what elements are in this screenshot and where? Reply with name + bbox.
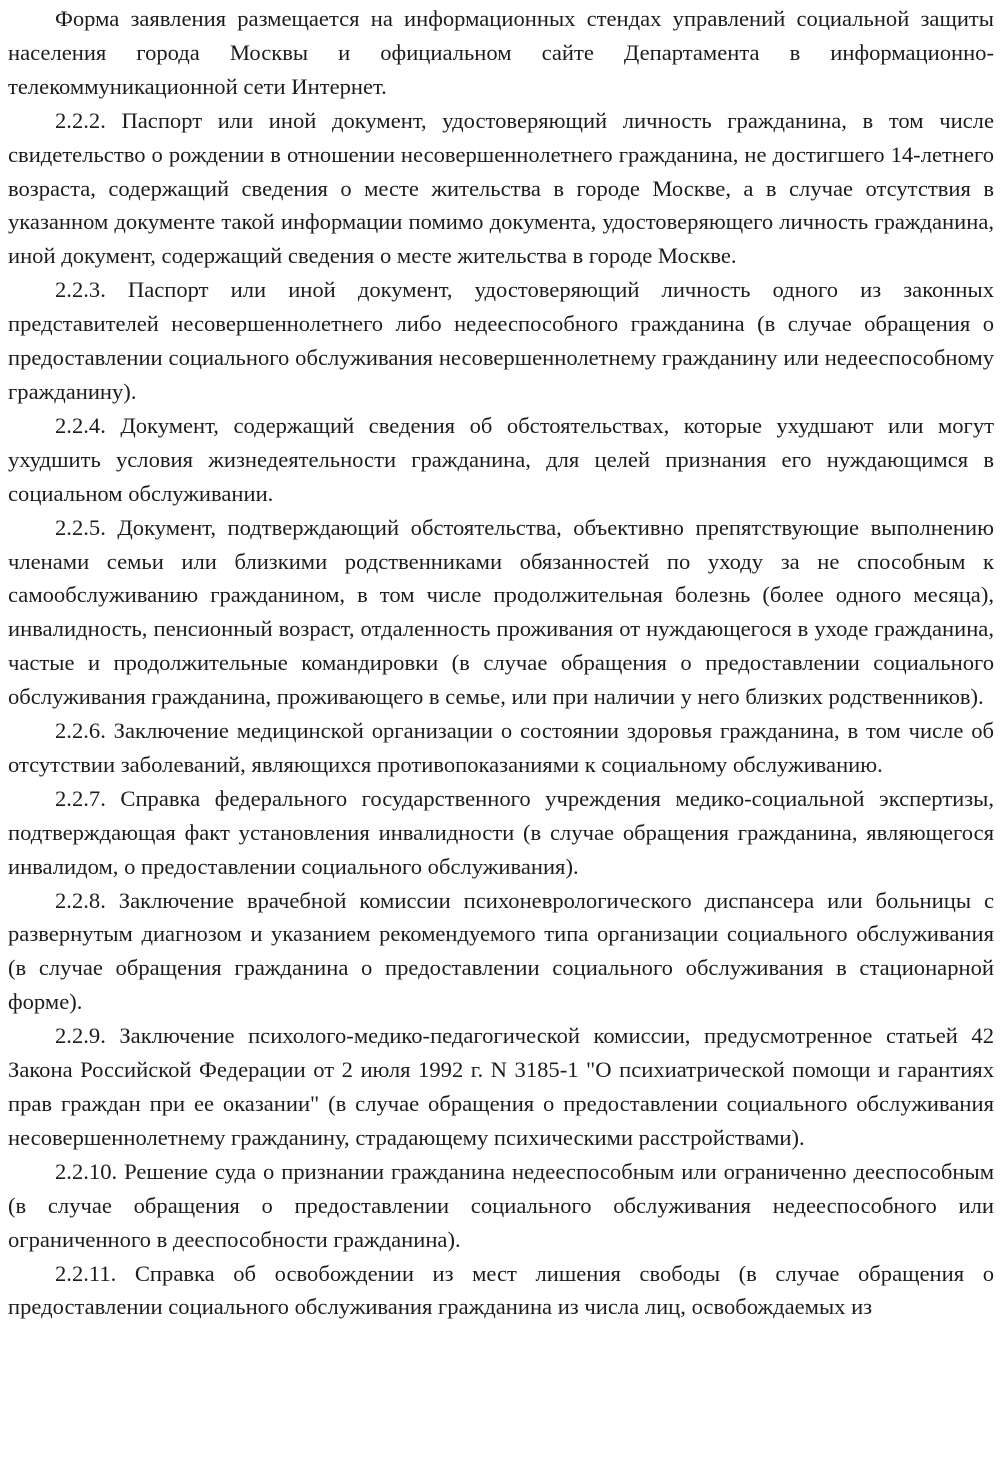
paragraph-application-form: Форма заявления размещается на информационных стендах управлений социальной защиты населения города Москвы и официальном сайте Департамента в информационно-телекоммуникационной сети Интернет. [8,6,994,99]
paragraph-2-2-11: 2.2.11. Справка об освобождении из мест лишения свободы (в случае обращения о предоставлении социального обслуживания гражданина из числа лиц, освобождаемых из [8,1260,994,1320]
paragraph-2-2-6: 2.2.6. Заключение медицинской организации о состоянии здоровья гражданина, в том числе об отсутствии заболеваний, являющихся противопоказаниями к социальному обслуживанию. [8,718,994,777]
document-page [8,2,994,1324]
paragraph-2-2-3: 2.2.3. Паспорт или иной документ, удостоверяющий личность одного из законных представителей несовершеннолетнего либо недееспособного гражданина (в случае обращения о предоставлении социального обслуживания несовершеннолетнему гражданину или недееспособному гражданину). [8,277,994,404]
paragraph-2-2-2: 2.2.2. Паспорт или иной документ, удостоверяющий личность гражданина, в том числе свидетельство о рождении в отношении несовершеннолетнего гражданина, не достигшего 14-летнего возраста, содержащий сведения о месте жительства в городе Москве, а в случае отсутствия в указанном документе такой информации помимо документа, удостоверяющего личность гражданина, иной документ, содержащий сведения о месте жительства в городе Москве. [8,107,994,269]
paragraph-2-2-5: 2.2.5. Документ, подтверждающий обстоятельства, объективно препятствующие выполнению членами семьи или близкими родственниками обязанностей по уходу за не способным к самообслуживанию гражданином, в том числе продолжительная болезнь (более одного месяца), инвалидность, пенсионный возраст, отдаленность проживания от нуждающегося в уходе гражданина, частые и продолжительные командировки (в случае обращения о предоставлении социального обслуживания гражданина, проживающего в семье, или при наличии у него близких родственников). [8,514,994,710]
paragraph-2-2-7: 2.2.7. Справка федерального государственного учреждения медико-социальной экспертизы, подтверждающая факт установления инвалидности (в случае обращения гражданина, являющегося инвалидом, о предоставлении социального обслуживания). [8,785,994,879]
paragraph-2-2-9: 2.2.9. Заключение психолого-медико-педагогической комиссии, предусмотренное статьей 42 Закона Российской Федерации от 2 июля 1992 г. N 3185-1 "О психиатрической помощи и гарантиях прав граждан при ее оказании" (в случае обращения о предоставлении социального обслуживания несовершеннолетнему гражданину, страдающему психическими расстройствами). [8,1023,994,1150]
paragraph-2-2-4: 2.2.4. Документ, содержащий сведения об обстоятельствах, которые ухудшают или могут ухудшить условия жизнедеятельности гражданина, для целей признания его нуждающимся в социальном обслуживании. [8,412,994,506]
paragraph-2-2-8: 2.2.8. Заключение врачебной комиссии психоневрологического диспансера или больницы с развернутым диагнозом и указанием рекомендуемого типа организации социального обслуживания (в случае обращения гражданина о предоставлении социального обслуживания в стационарной форме). [8,887,994,1015]
paragraph-2-2-10: 2.2.10. Решение суда о признании гражданина недееспособным или ограниченно дееспособным (в случае обращения о предоставлении социального обслуживания недееспособного или ограниченного в дееспособности гражданина). [8,1158,994,1252]
